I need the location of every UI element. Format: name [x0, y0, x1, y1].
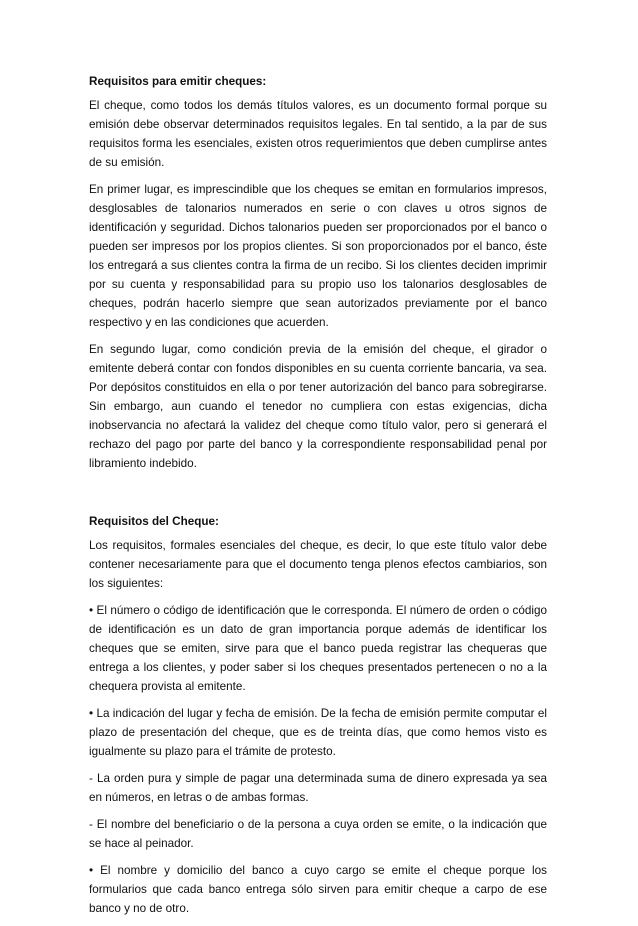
paragraph-primer-lugar: En primer lugar, es imprescindible que los cheques se emitan en formularios impresos, desglosables de talonarios numerados en serie o con claves u otros signos de identificación y seguridad. Dichos talonarios pueden ser proporcionados por el banco o pueden ser impresos por los propios clientes. Si son proporcionados por el banco, éste los entregará a sus clientes contra la firma de un recibo. Si los clientes deciden imprimir por su cuenta y responsabilidad para su propio uso los talonarios desglosables de cheques, podrán hacerlo siempre que sean autorizados previamente por el banco respectivo y en las condiciones que acuerden.: [89, 183, 547, 329]
section-heading-requisitos: Requisitos del Cheque:: [89, 515, 219, 528]
list-item-numero-codigo: • El número o código de identificación que le corresponda. El número de orden o código de identificación es un dato de gran importancia porque además de identificar los cheques que se emiten, sirve para que el banco pueda registrar las chequeras que entrega a los clientes, y poder saber si los cheques presentados pertenecen o no a la chequera provista al emitente.: [89, 604, 547, 693]
list-item-banco: • El nombre y domicilio del banco a cuyo cargo se emite el cheque porque los formularios que cada banco entrega sólo sirven para emitir cheque a carpo de ese banco y no de otro.: [89, 864, 547, 915]
list-item-lugar-fecha: • La indicación del lugar y fecha de emisión. De la fecha de emisión permite computar el plazo de presentación del cheque, que es de treinta días, que como hemos visto es igualmente su plazo para el trámite de protesto.: [89, 707, 547, 758]
paragraph-formal-document: El cheque, como todos los demás títulos valores, es un documento formal porque su emisión debe observar determinados requisitos legales. En tal sentido, a la par de sus requisitos forma les esenciales, existen otros requerimientos que deben cumplirse antes de su emisión.: [89, 99, 547, 169]
section-spacer: [89, 481, 547, 512]
document-page: [89, 72, 547, 926]
list-item-beneficiario: - El nombre del beneficiario o de la persona a cuya orden se emite, o la indicación que se hace al peinador.: [89, 818, 547, 850]
section-heading-emitir: Requisitos para emitir cheques:: [89, 75, 267, 88]
paragraph-segundo-lugar: En segundo lugar, como condición previa de la emisión del cheque, el girador o emitente deberá contar con fondos disponibles en su cuenta corriente bancaria, va sea. Por depósitos constituidos en ella o por tener autorización del banco para sobregirarse. Sin embargo, aun cuando el tenedor no cumpliera con estas exigencias, dicha inobservancia no afectará la validez del cheque como título valor, pero si generará el rechazo del pago por parte del banco y la correspondiente responsabilidad penal por libramiento indebido.: [89, 343, 547, 470]
list-item-orden-pura: - La orden pura y simple de pagar una determinada suma de dinero expresada ya sea en números, en letras o de ambas formas.: [89, 772, 547, 804]
paragraph-requisitos-intro: Los requisitos, formales esenciales del cheque, es decir, lo que este título valor debe contener necesariamente para que el documento tenga plenos efectos cambiarios, son los siguientes:: [89, 539, 547, 590]
